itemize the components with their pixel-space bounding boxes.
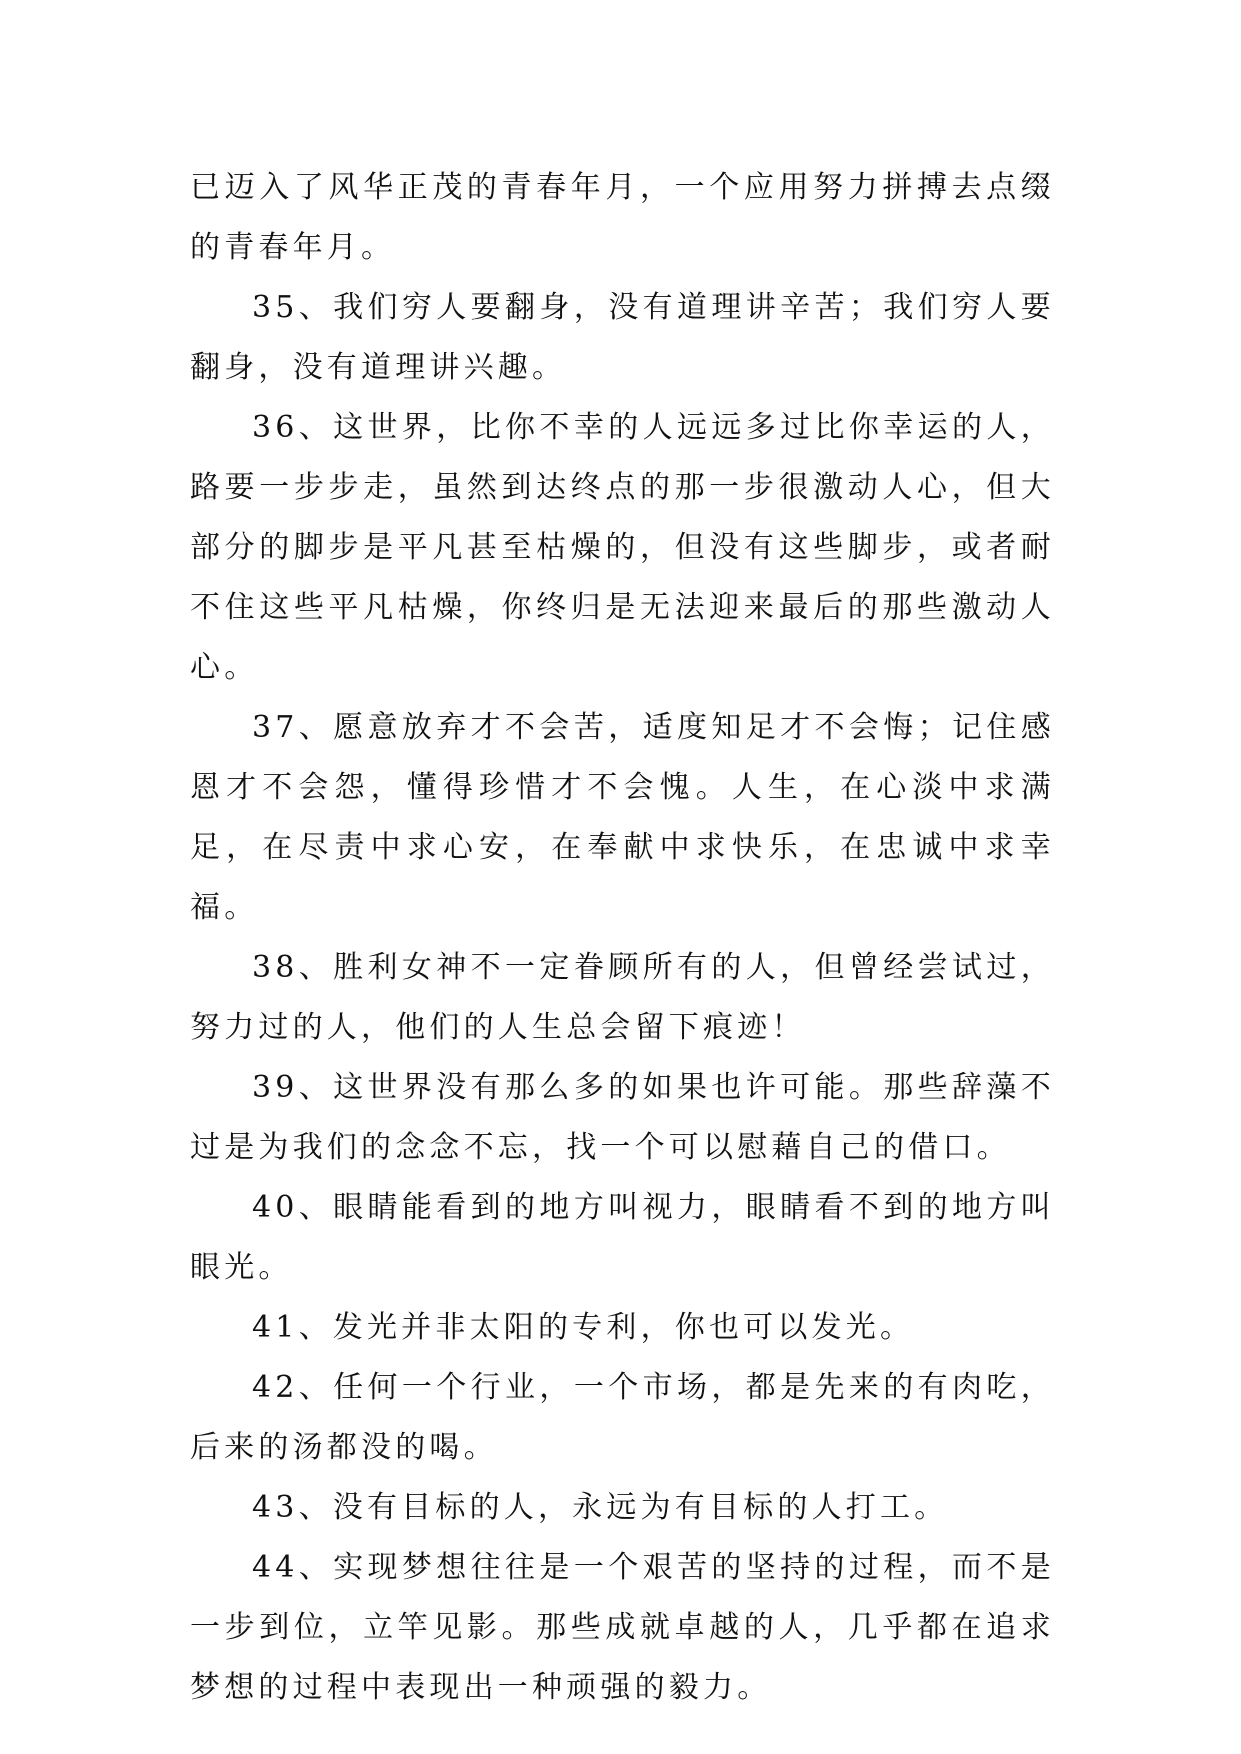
paragraph-35: 35、我们穷人要翻身，没有道理讲辛苦；我们穷人要翻身，没有道理讲兴趣。 <box>190 290 1055 385</box>
paragraph-41: 41、发光并非太阳的专利，你也可以发光。 <box>252 1310 915 1345</box>
paragraph-36: 36、这世界，比你不幸的人远远多过比你幸运的人，路要一步步走，虽然到达终点的那一步很激动人心，但大部分的脚步是平凡甚至枯燥的，但没有这些脚步，或者耐不住这些平凡枯燥，你终归是无法迎来最后的那些激动人心。 <box>190 410 1055 685</box>
paragraph-continuation: 已迈入了风华正茂的青春年月，一个应用努力拼搏去点缀的青春年月。 <box>190 170 1055 265</box>
document-body <box>190 158 1055 1718</box>
paragraph-40: 40、眼睛能看到的地方叫视力，眼睛看不到的地方叫眼光。 <box>190 1190 1055 1285</box>
paragraph-42: 42、任何一个行业，一个市场，都是先来的有肉吃，后来的汤都没的喝。 <box>190 1370 1055 1465</box>
paragraph-38: 38、胜利女神不一定眷顾所有的人，但曾经尝试过，努力过的人，他们的人生总会留下痕迹！ <box>190 950 1055 1045</box>
paragraph-39: 39、这世界没有那么多的如果也许可能。那些辞藻不过是为我们的念念不忘，找一个可以慰藉自己的借口。 <box>190 1070 1055 1165</box>
paragraph-37: 37、愿意放弃才不会苦，适度知足才不会悔；记住感恩才不会怨，懂得珍惜才不会愧。人生，在心淡中求满足，在尽责中求心安，在奉献中求快乐，在忠诚中求幸福。 <box>190 710 1055 925</box>
paragraph-43: 43、没有目标的人，永远为有目标的人打工。 <box>252 1490 949 1525</box>
paragraph-44: 44、实现梦想往往是一个艰苦的坚持的过程，而不是一步到位，立竿见影。那些成就卓越的人，几乎都在追求梦想的过程中表现出一种顽强的毅力。 <box>190 1550 1055 1705</box>
